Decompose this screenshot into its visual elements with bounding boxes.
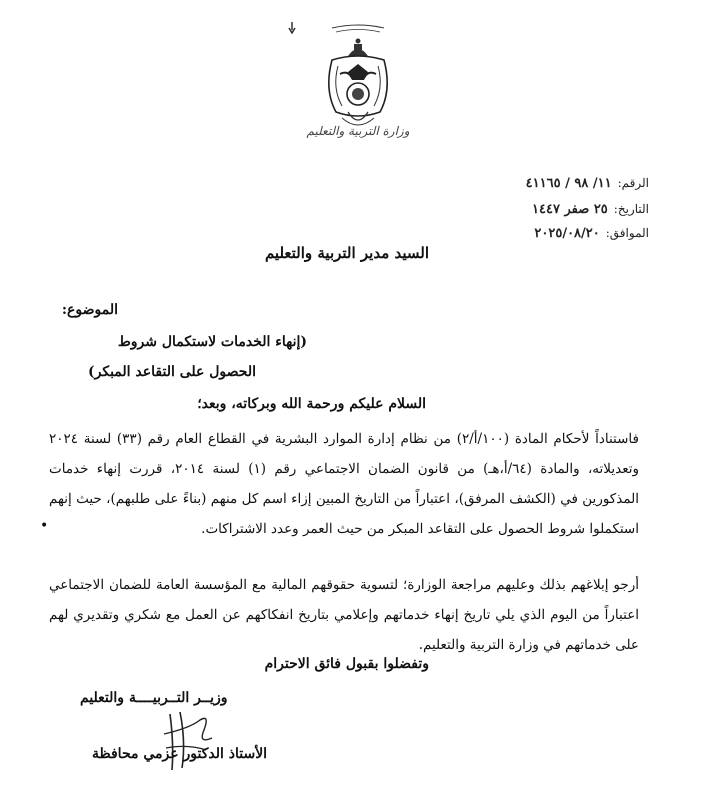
- corner-mark-icon: [287, 22, 297, 34]
- gregorian-label: الموافق:: [605, 226, 649, 240]
- jordan-crest-icon: [318, 20, 398, 140]
- ref-label: الرقم:: [617, 176, 649, 190]
- greeting: السلام عليكم ورحمة الله وبركاته، وبعد؛: [197, 396, 426, 412]
- body-paragraph-1: فاستناداً لأحكام المادة (١٠٠/أ/٢) من نظام إدارة الموارد البشرية في القطاع العام رقم (٣٣) لسنة ٢٠٢٤ وتعديلاته، والمادة (٦٤/أ،هـ) من قانون الضمان الاجتماعي رقم (١) لسنة ٢٠١٤، قررت إنهاء خدمات المذكورين في (الكشف المرفق)، اعتباراً من التاريخ المبين إزاء اسم كل منهم (بناءً على طلبهم)، حيث إنهم استكملوا شروط الحصول على التقاعد المبكر من حيث العمر وعدد الاشتراكات.: [49, 431, 639, 537]
- body-paragraph-2: أرجو إبلاغهم بذلك وعليهم مراجعة الوزارة؛ لتسوية حقوقهم المالية مع المؤسسة العامة للضمان الاجتماعي اعتباراً من اليوم الذي يلي تاريخ إنهاء خدماتهم وإعلامي بتاريخ انفكاكهم عن العمل مع شكري وتقديري لهم على خدماتهم في وزارة التربية والتعليم.: [49, 577, 639, 653]
- minister-name: الأستاذ الدكتور عزمي محافظة: [92, 746, 268, 762]
- ministry-name: وزارة التربية والتعليم: [306, 124, 410, 138]
- ref-number: [526, 176, 649, 191]
- handwritten-signature-icon: [160, 704, 220, 774]
- subject-line-2: الحصول على التقاعد المبكر): [88, 364, 256, 380]
- subject-label: الموضوع:: [61, 302, 118, 318]
- minister-title: وزيــر التــربيــــة والتعليم: [80, 690, 228, 706]
- date-label: التاريخ:: [613, 202, 649, 216]
- ref-value: ١١/ ٩٨ / ٤١١٦٥: [525, 176, 612, 191]
- gregorian-date: [534, 226, 649, 241]
- closing: وتفضلوا بقبول فائق الاحترام: [264, 656, 429, 672]
- hijri-date: [532, 202, 649, 217]
- gregorian-value: ٢٠٢٥/٠٨/٢٠: [534, 226, 600, 241]
- subject-line-1: (إنهاء الخدمات لاستكمال شروط: [117, 334, 307, 350]
- date-value: ٢٥ صفر ١٤٤٧: [532, 202, 608, 217]
- addressee: السيد مدير التربية والتعليم: [264, 244, 429, 262]
- bullet-dot: •: [40, 518, 49, 534]
